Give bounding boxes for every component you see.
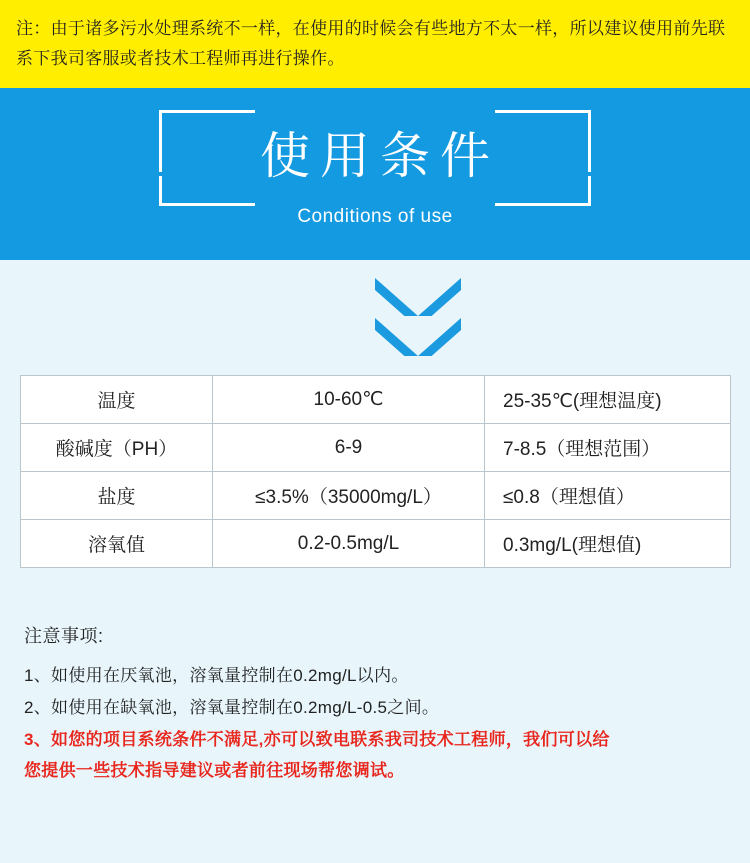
notes-section <box>24 622 726 786</box>
table-cell-value: 10-60℃ <box>213 376 485 424</box>
table-row <box>21 376 731 424</box>
note-item: 1、如使用在厌氧池，溶氧量控制在0.2mg/L以内。 <box>24 666 409 685</box>
table-cell-value: 6-9 <box>213 424 485 472</box>
note-item-highlight: 您提供一些技术指导建议或者前往现场帮您调试。 <box>24 761 405 780</box>
title-band <box>0 88 750 260</box>
notice-banner <box>0 0 750 88</box>
table-cell-value: ≤3.5%（35000mg/L） <box>213 472 485 520</box>
table-cell-label: 盐度 <box>21 472 213 520</box>
notice-text: 注：由于诸多污水处理系统不一样，在使用的时候会有些地方不太一样，所以建议使用前先联系下我司客服或者技术工程师再进行操作。 <box>16 19 726 68</box>
bracket-top-left-horizontal <box>159 110 255 113</box>
table-row <box>21 472 731 520</box>
note-item: 2、如使用在缺氧池，溶氧量控制在0.2mg/L-0.5之间。 <box>24 698 440 717</box>
table-cell-label: 温度 <box>21 376 213 424</box>
table-cell-label: 酸碱度（PH） <box>21 424 213 472</box>
conditions-table <box>20 375 731 568</box>
table-cell-value: 0.2-0.5mg/L <box>213 520 485 568</box>
table-cell-label: 溶氧值 <box>21 520 213 568</box>
section-title-chinese: 使用条件 <box>260 128 500 184</box>
table-row <box>21 520 731 568</box>
table-cell-ideal: 25-35℃(理想温度) <box>485 376 731 424</box>
section-title-english: Conditions of use <box>297 206 453 227</box>
note-item-highlight: 3、如您的项目系统条件不满足,亦可以致电联系我司技术工程师，我们可以给 <box>24 730 610 749</box>
bracket-top-right-horizontal <box>495 110 591 113</box>
content-area <box>0 260 750 863</box>
notes-title: 注意事项: <box>24 626 104 646</box>
table-cell-ideal: 0.3mg/L(理想值) <box>485 520 731 568</box>
table-cell-ideal: ≤0.8（理想值） <box>485 472 731 520</box>
chevron-arrow-group <box>0 278 750 368</box>
table-cell-ideal: 7-8.5（理想范围） <box>485 424 731 472</box>
table-row <box>21 424 731 472</box>
